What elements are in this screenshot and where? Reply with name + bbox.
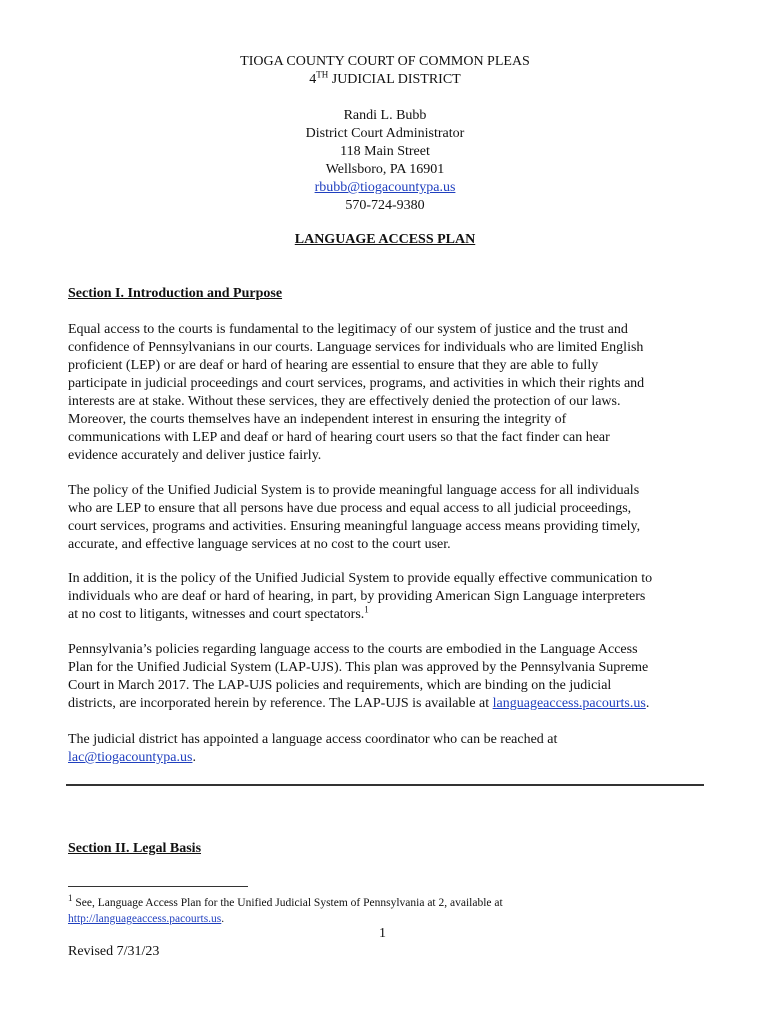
section-1-paragraph-1 (68, 321, 708, 465)
footnote-number: 1 (68, 893, 73, 904)
district-text: JUDICIAL DISTRICT (328, 72, 461, 87)
paragraph-line: individuals who are deaf or hard of hearing, in part, by providing American Sign Language interpreters (68, 589, 646, 604)
letterhead (0, 53, 770, 215)
city-state-zip: Wellsboro, PA 16901 (325, 162, 445, 177)
paragraph-line: In addition, it is the policy of the Unified Judicial System to provide equally effective communication to (68, 571, 653, 586)
section-2-heading: Section II. Legal Basis (68, 841, 202, 856)
punctuation: . (645, 696, 650, 711)
admin-title: District Court Administrator (305, 126, 465, 141)
paragraph-line: court services, programs and activities. Ensuring meaningful language access means providing timely, (68, 519, 641, 534)
section-1-paragraph-4 (68, 641, 708, 713)
footnote-separator (68, 886, 248, 887)
paragraph-line: districts, are incorporated herein by reference. The LAP-UJS is available at (68, 696, 493, 711)
footnote-link[interactable]: http://languageaccess.pacourts.us (68, 913, 222, 925)
footnote-reference[interactable]: 1 (364, 604, 369, 615)
paragraph-line: communications with LEP and deaf or hard of hearing court users so that the fact finder can hear (68, 430, 610, 445)
punctuation: . (221, 913, 225, 925)
paragraph-line: at no cost to litigants, witnesses and court spectators. (68, 607, 365, 622)
phone-number: 570-724-9380 (345, 198, 425, 213)
revised-date: Revised 7/31/23 (68, 944, 160, 959)
language-access-link[interactable]: languageaccess.pacourts.us (492, 696, 646, 711)
paragraph-line: evidence accurately and deliver justice fairly. (68, 448, 322, 463)
admin-email-link[interactable]: rbubb@tiogacountypa.us (314, 180, 456, 195)
district-superscript: TH (316, 69, 329, 80)
section-1-heading: Section I. Introduction and Purpose (68, 286, 283, 301)
judicial-district (0, 71, 770, 89)
paragraph-line: Pennsylvania’s policies regarding language access to the courts are embodied in the Language Access (68, 642, 638, 657)
paragraph-line: The judicial district has appointed a language access coordinator who can be reached at (68, 732, 558, 747)
footnote-text: See, Language Access Plan for the Unified Judicial System of Pennsylvania at 2, available at (72, 897, 503, 909)
section-1-paragraph-5 (68, 731, 708, 767)
court-name: TIOGA COUNTY COURT OF COMMON PLEAS (240, 54, 530, 69)
paragraph-line: confidence of Pennsylvanians in our courts. Language services for individuals who are limited English (68, 340, 644, 355)
punctuation: . (192, 750, 196, 765)
paragraph-line: accurate, and effective language services at no cost to the court user. (68, 537, 451, 552)
document-title: LANGUAGE ACCESS PLAN (294, 232, 476, 247)
district-number: 4 (309, 72, 317, 87)
paragraph-line: Court in March 2017. The LAP-UJS policies and requirements, which are binding on the judicial (68, 678, 612, 693)
admin-name: Randi L. Bubb (343, 108, 427, 123)
street-address: 118 Main Street (340, 144, 430, 159)
paragraph-line: Equal access to the courts is fundamental to the legitimacy of our system of justice and the trust and (68, 322, 628, 337)
section-1-paragraph-2 (68, 482, 708, 554)
paragraph-line: Plan for the Unified Judicial System (LAP-UJS). This plan was approved by the Pennsylvania Supreme (68, 660, 649, 675)
coordinator-email-link[interactable]: lac@tiogacountypa.us (68, 750, 193, 765)
section-1-paragraph-3 (68, 570, 708, 624)
paragraph-line: The policy of the Unified Judicial System is to provide meaningful language access for all individuals (68, 483, 640, 498)
footnote (68, 895, 708, 927)
page-number: 1 (379, 926, 386, 941)
paragraph-line: participate in judicial proceedings and court services, programs, and activities in which their rights and (68, 376, 645, 391)
paragraph-line: interests are at stake. Without these services, they are effectively denied the protection of our laws. (68, 394, 621, 409)
section-divider (66, 784, 704, 786)
paragraph-line: Moreover, the courts themselves have an independent interest in ensuring the integrity of (68, 412, 567, 427)
paragraph-line: who are LEP to ensure that all persons have due process and equal access to all judicial proceedings, (68, 501, 632, 516)
paragraph-line: proficient (LEP) or are deaf or hard of hearing are essential to ensure that they are able to fully (68, 358, 599, 373)
